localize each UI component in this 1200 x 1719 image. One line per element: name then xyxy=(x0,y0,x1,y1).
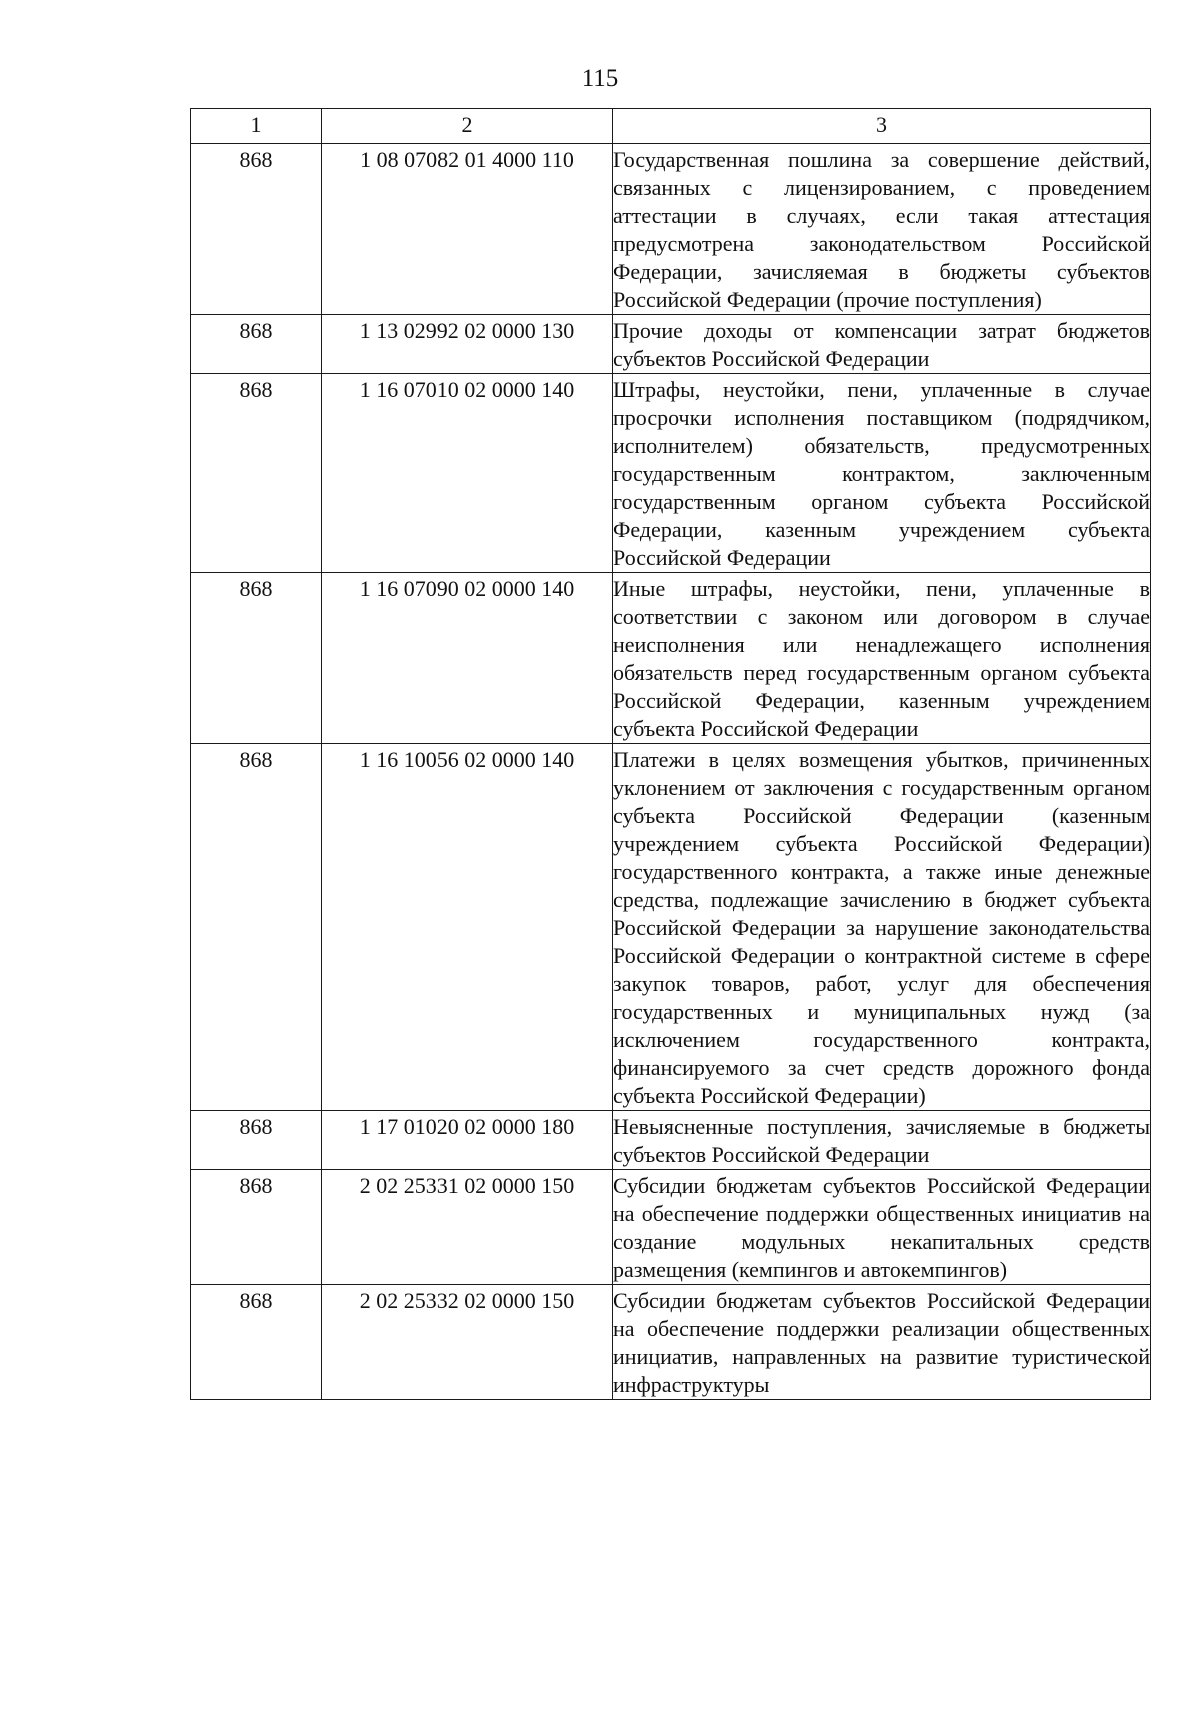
owner-code-cell: 868 xyxy=(191,744,322,1111)
owner-code-cell: 868 xyxy=(191,1111,322,1170)
owner-code-cell: 868 xyxy=(191,315,322,374)
budget-code-cell: 1 16 07090 02 0000 140 xyxy=(322,573,613,744)
owner-code-cell: 868 xyxy=(191,1285,322,1400)
owner-code-cell: 868 xyxy=(191,1170,322,1285)
header-col-2: 2 xyxy=(322,109,613,144)
header-col-3: 3 xyxy=(613,109,1151,144)
budget-codes-table xyxy=(190,108,1151,1400)
description-cell: Невыясненные поступления, зачисляемые в бюджеты субъектов Российской Федерации xyxy=(613,1111,1151,1170)
budget-code-cell: 1 16 07010 02 0000 140 xyxy=(322,374,613,573)
budget-code-cell: 1 17 01020 02 0000 180 xyxy=(322,1111,613,1170)
budget-code-cell: 2 02 25331 02 0000 150 xyxy=(322,1170,613,1285)
budget-code-cell: 2 02 25332 02 0000 150 xyxy=(322,1285,613,1400)
table-row xyxy=(191,315,1151,374)
table-row xyxy=(191,744,1151,1111)
table-row xyxy=(191,1111,1151,1170)
budget-code-cell: 1 16 10056 02 0000 140 xyxy=(322,744,613,1111)
table-row xyxy=(191,144,1151,315)
description-cell: Прочие доходы от компенсации затрат бюджетов субъектов Российской Федерации xyxy=(613,315,1151,374)
description-cell: Субсидии бюджетам субъектов Российской Федерации на обеспечение поддержки общественных инициатив на создание модульных некапитальных средств размещения (кемпингов и автокемпингов) xyxy=(613,1170,1151,1285)
budget-code-cell: 1 13 02992 02 0000 130 xyxy=(322,315,613,374)
header-col-1: 1 xyxy=(191,109,322,144)
owner-code-cell: 868 xyxy=(191,573,322,744)
description-cell: Штрафы, неустойки, пени, уплаченные в случае просрочки исполнения поставщиком (подрядчиком, исполнителем) обязательств, предусмотренных государственным контрактом, заключенным государственным органом субъекта Российской Федерации, казенным учреждением субъекта Российской Федерации xyxy=(613,374,1151,573)
owner-code-cell: 868 xyxy=(191,374,322,573)
table-row xyxy=(191,374,1151,573)
table-row xyxy=(191,1285,1151,1400)
table-row xyxy=(191,1170,1151,1285)
description-cell: Государственная пошлина за совершение действий, связанных с лицензированием, с проведением аттестации в случаях, если такая аттестация предусмотрена законодательством Российской Федерации, зачисляемая в бюджеты субъектов Российской Федерации (прочие поступления) xyxy=(613,144,1151,315)
description-cell: Платежи в целях возмещения убытков, причиненных уклонением от заключения с государственным органом субъекта Российской Федерации (казенным учреждением субъекта Российской Федерации) государственного контракта, а также иные денежные средства, подлежащие зачислению в бюджет субъекта Российской Федерации за нарушение законодательства Российской Федерации о контрактной системе в сфере закупок товаров, работ, услуг для обеспечения государственных и муниципальных нужд (за исключением государственного контракта, финансируемого за счет средств дорожного фонда субъекта Российской Федерации) xyxy=(613,744,1151,1111)
description-cell: Субсидии бюджетам субъектов Российской Федерации на обеспечение поддержки реализации общественных инициатив, направленных на развитие туристической инфраструктуры xyxy=(613,1285,1151,1400)
table-header-row xyxy=(191,109,1151,144)
description-cell: Иные штрафы, неустойки, пени, уплаченные в соответствии с законом или договором в случае неисполнения или ненадлежащего исполнения обязательств перед государственным органом субъекта Российской Федерации, казенным учреждением субъекта Российской Федерации xyxy=(613,573,1151,744)
budget-code-cell: 1 08 07082 01 4000 110 xyxy=(322,144,613,315)
owner-code-cell: 868 xyxy=(191,144,322,315)
table-row xyxy=(191,573,1151,744)
page-number: 115 xyxy=(581,65,619,92)
